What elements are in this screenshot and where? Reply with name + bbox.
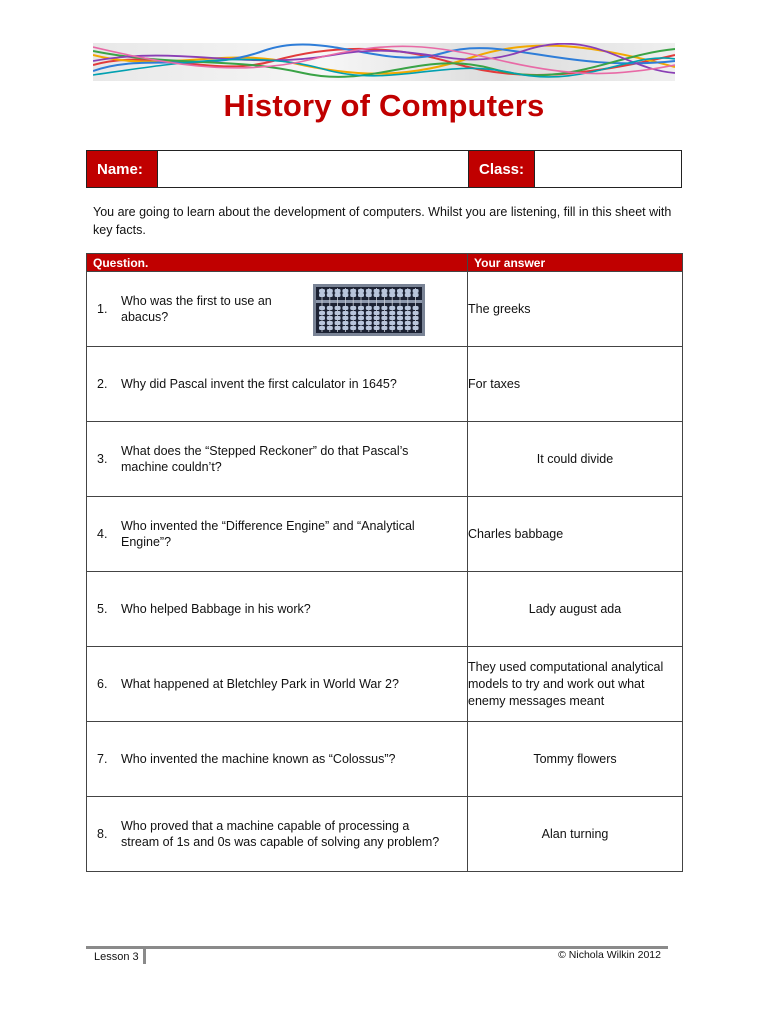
question-cell	[87, 722, 468, 797]
question-cell	[87, 497, 468, 572]
name-class-bar	[86, 150, 682, 188]
answer-cell[interactable]: Alan turning	[468, 797, 683, 872]
table-row	[87, 347, 683, 422]
question-text: Who was the first to use an abacus?	[121, 294, 272, 324]
table-row	[87, 647, 683, 722]
class-field[interactable]	[535, 151, 681, 187]
answer-cell[interactable]: Charles babbage	[468, 497, 683, 572]
class-label: Class:	[469, 151, 535, 187]
colorful-waves-graphic	[93, 43, 675, 81]
name-label: Name:	[87, 151, 158, 187]
intro-text: You are going to learn about the development of computers. Whilst you are listening, fill in this sheet with key facts.	[93, 205, 672, 237]
question-number: 4.	[97, 527, 108, 541]
table-row	[87, 572, 683, 647]
question-cell	[87, 797, 468, 872]
answer-cell[interactable]: The greeks	[468, 272, 683, 347]
question-number: 6.	[97, 677, 108, 691]
answer-cell[interactable]: For taxes	[468, 347, 683, 422]
question-cell	[87, 347, 468, 422]
name-field[interactable]	[158, 151, 469, 187]
question-cell	[87, 422, 468, 497]
question-number: 1.	[97, 302, 108, 316]
question-cell	[87, 572, 468, 647]
question-text: Who invented the “Difference Engine” and “Analytical Engine”?	[121, 519, 415, 549]
question-column-header: Question.	[87, 254, 468, 272]
footer-lesson: Lesson 3	[86, 949, 146, 964]
table-row	[87, 272, 683, 347]
question-text: Who invented the machine known as “Colossus”?	[121, 752, 396, 766]
question-text: What does the “Stepped Reckoner” do that Pascal’s machine couldn’t?	[121, 444, 409, 474]
question-number: 2.	[97, 377, 108, 391]
answer-column-header: Your answer	[468, 254, 683, 272]
question-number: 7.	[97, 752, 108, 766]
footer-copyright: © Nichola Wilkin 2012	[558, 949, 661, 961]
answer-cell[interactable]: Lady august ada	[468, 572, 683, 647]
question-cell	[87, 272, 468, 347]
table-row	[87, 797, 683, 872]
question-text: Who proved that a machine capable of processing a stream of 1s and 0s was capable of solving any problem?	[121, 819, 440, 849]
table-row	[87, 422, 683, 497]
answer-cell[interactable]: It could divide	[468, 422, 683, 497]
question-text: Why did Pascal invent the first calculator in 1645?	[121, 377, 397, 391]
table-row	[87, 722, 683, 797]
question-number: 3.	[97, 452, 108, 466]
question-number: 8.	[97, 827, 108, 841]
question-number: 5.	[97, 602, 108, 616]
table-header-row	[87, 254, 683, 272]
question-cell	[87, 647, 468, 722]
question-text: What happened at Bletchley Park in World War 2?	[121, 677, 399, 691]
question-table	[86, 253, 683, 872]
answer-cell[interactable]: Tommy flowers	[468, 722, 683, 797]
page-title: History of Computers	[223, 88, 545, 123]
header-banner	[93, 43, 675, 81]
table-row	[87, 497, 683, 572]
answer-cell[interactable]: They used computational analytical models to try and work out what enemy messages meant	[468, 647, 683, 722]
question-text: Who helped Babbage in his work?	[121, 602, 311, 616]
abacus-image	[313, 284, 425, 336]
